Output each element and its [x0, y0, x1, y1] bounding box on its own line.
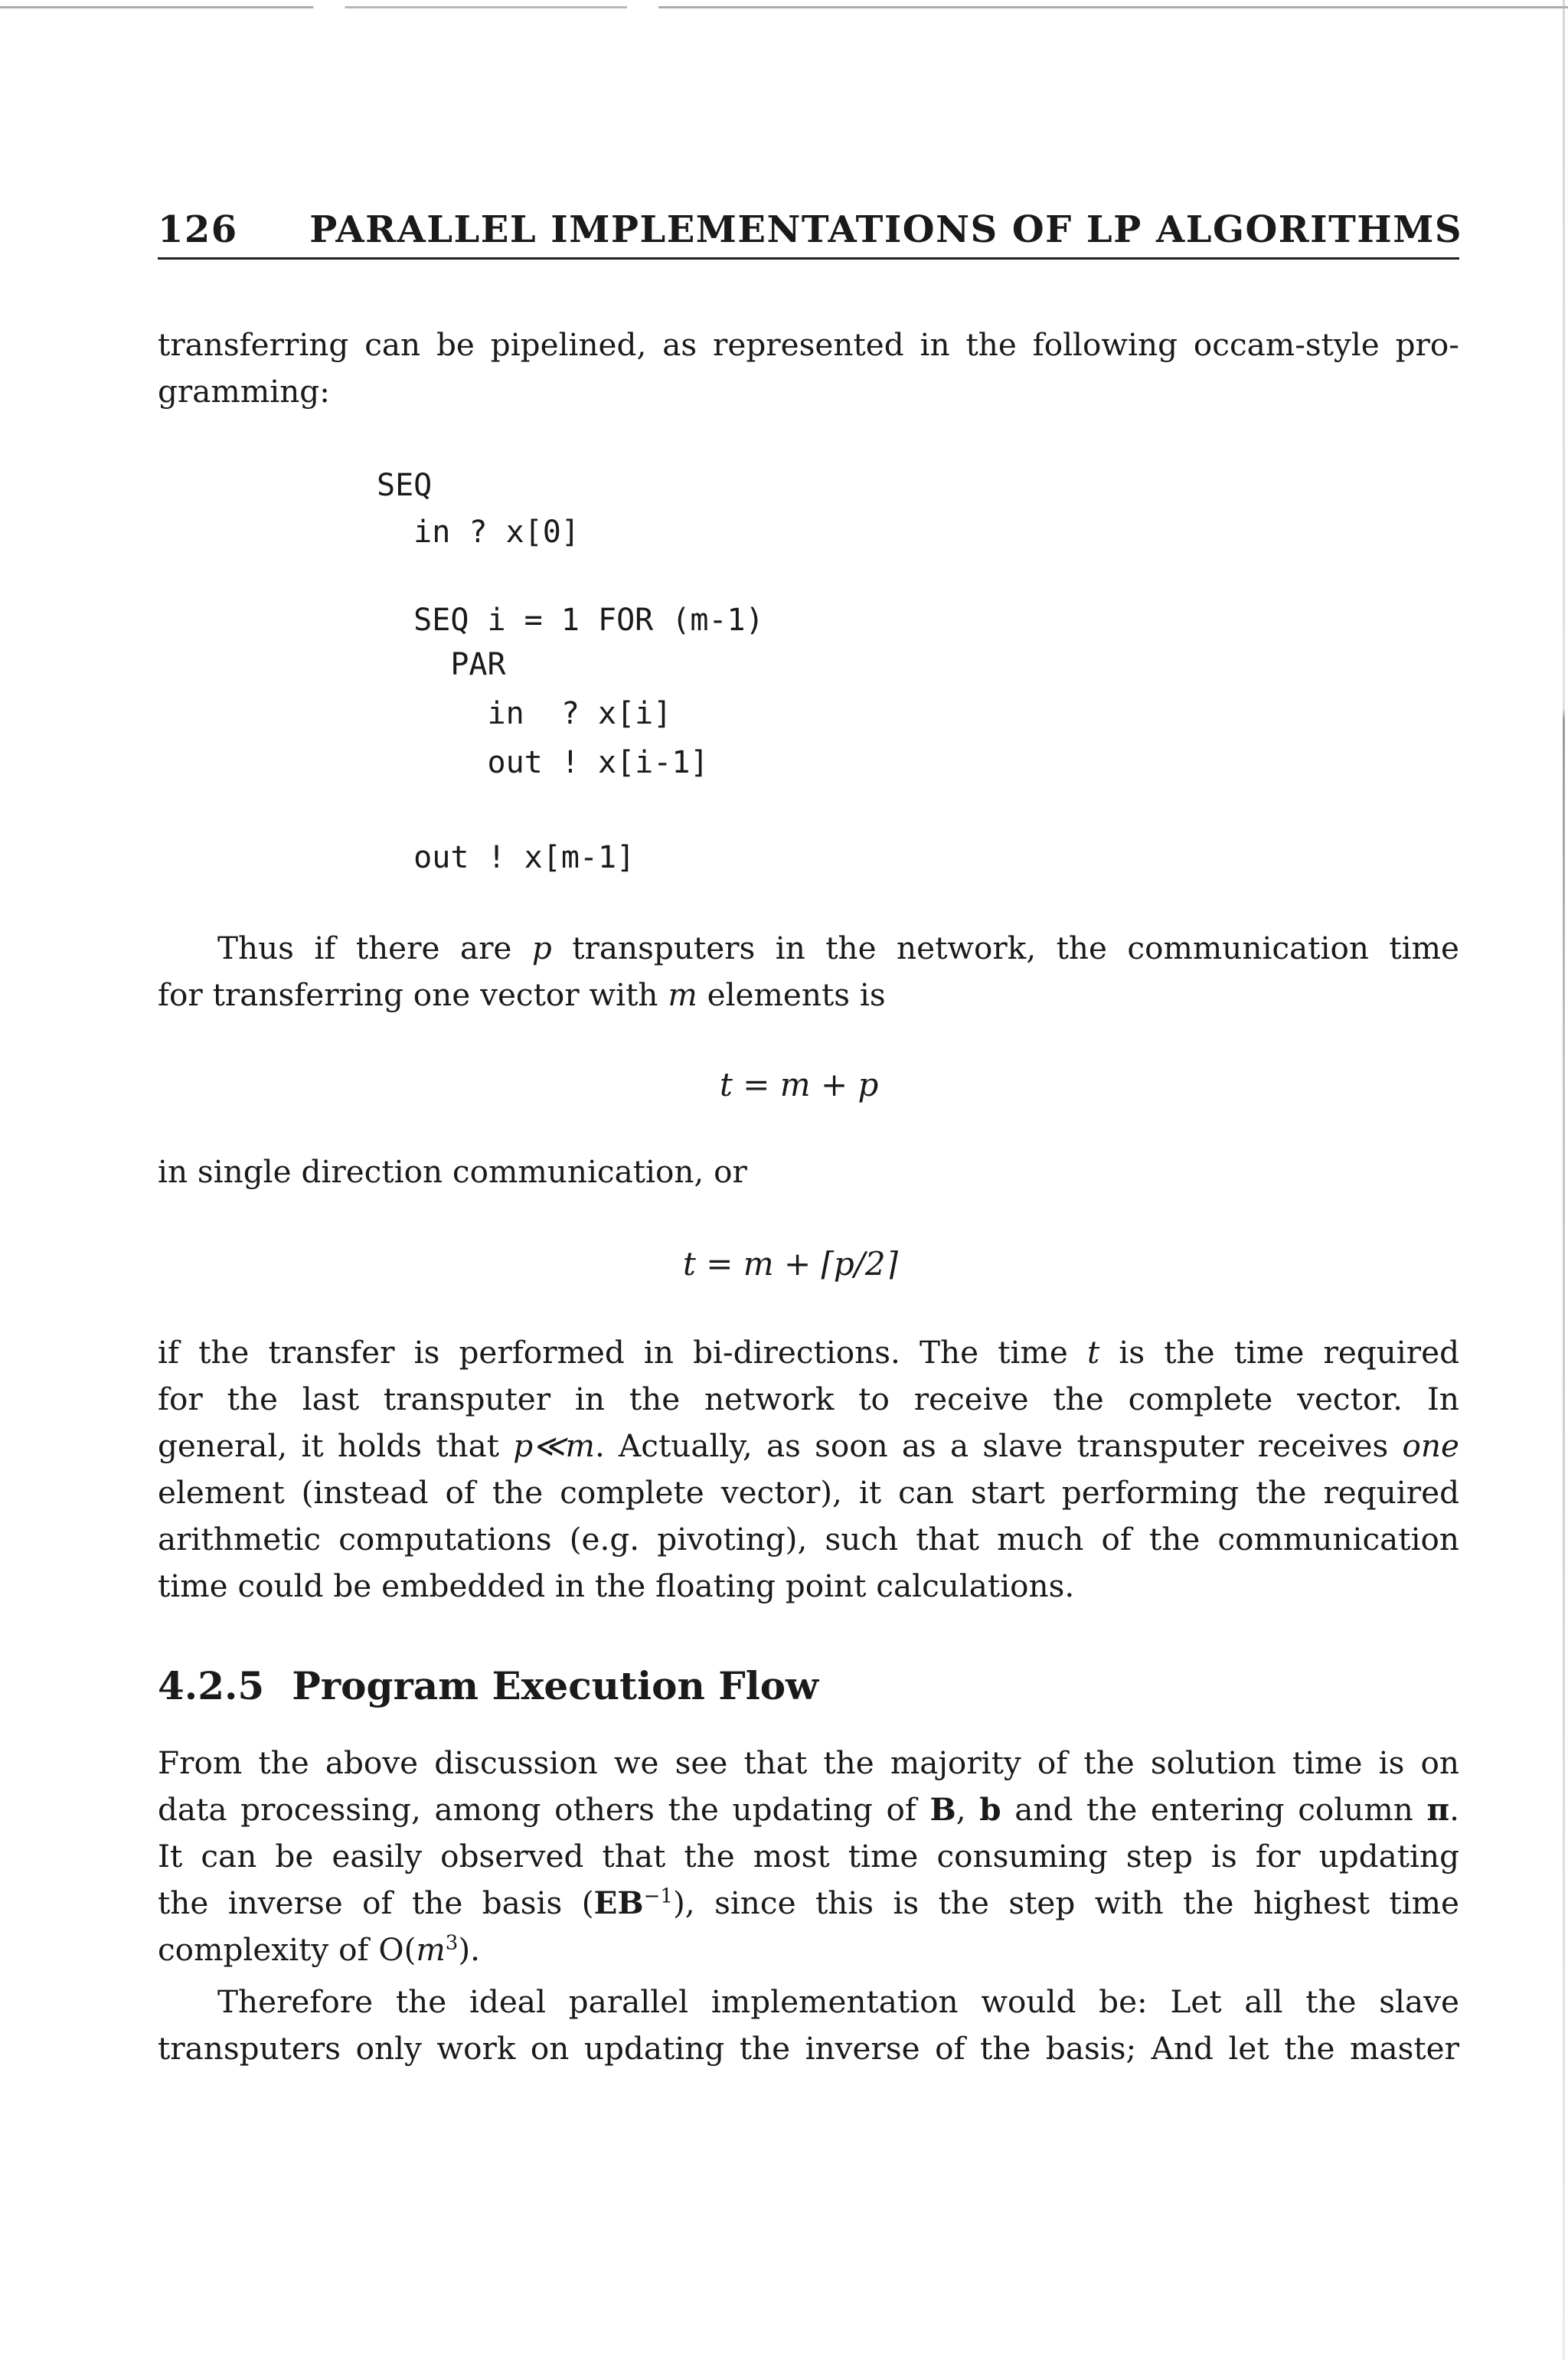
code-line-4: PAR — [377, 647, 506, 682]
flow-line-2 — [158, 1786, 1459, 1833]
section-heading — [158, 1663, 818, 1708]
text-span: and the entering column — [1001, 1791, 1427, 1828]
variable-t: t — [1086, 1334, 1100, 1371]
scan-top-edge — [0, 6, 1568, 8]
running-header — [158, 208, 1462, 260]
running-title: PARALLEL IMPLEMENTATIONS OF LP ALGORITHMS — [309, 208, 1462, 251]
code-line-1: SEQ — [377, 468, 433, 503]
thus-line-1 — [217, 925, 1459, 972]
transfer-line-5: arithmetic computations (e.g. pivoting), such that much of the communication — [158, 1521, 1459, 1558]
transfer-line-2: for the last transputer in the network to receive the complete vector. In — [158, 1381, 1459, 1417]
text-span: . — [1449, 1791, 1459, 1828]
code-line-5: in ? x[i] — [377, 696, 672, 731]
matrix-B: B — [929, 1791, 956, 1828]
flow-line-5 — [158, 1927, 480, 1973]
text-span: Thus if there are — [217, 930, 532, 966]
text-span: is the time required — [1099, 1334, 1460, 1371]
intro-line-1: transferring can be pipelined, as represented in the following occam-style pro- — [158, 326, 1459, 363]
superscript-cube: 3 — [445, 1931, 459, 1955]
paragraph-thus — [158, 925, 1459, 1025]
variable-m: m — [668, 976, 697, 1013]
superscript-inverse: −1 — [643, 1884, 673, 1908]
intro-paragraph — [158, 322, 1459, 421]
matrix-EB: EB — [593, 1884, 644, 1921]
single-direction-line: in single direction communication, or — [158, 1153, 747, 1190]
text-span: data processing, among others the updating of — [158, 1791, 930, 1828]
code-line-6: out ! x[i-1] — [377, 745, 709, 780]
equation-single-direction: t = m + p — [720, 1066, 879, 1103]
transfer-line-1 — [158, 1329, 1459, 1376]
flow-line-3: It can be easily observed that the most time consuming step is for updating — [158, 1838, 1459, 1875]
vector-b: b — [979, 1791, 1001, 1828]
paragraph-transfer — [158, 1329, 1459, 1613]
variable-m: m — [416, 1931, 446, 1968]
page-number: 126 — [158, 208, 238, 251]
section-number: 4.2.5 — [158, 1663, 265, 1708]
text-span: ). — [458, 1931, 481, 1968]
text-span: complexity of O( — [158, 1931, 416, 1968]
flow-line-4 — [158, 1880, 1459, 1927]
text-span: the inverse of the basis ( — [158, 1884, 594, 1921]
scan-right-edge — [1563, 0, 1565, 2360]
transfer-line-6: time could be embedded in the floating point calculations. — [158, 1567, 1075, 1604]
paragraph-execution-flow — [158, 1740, 1459, 1977]
therefore-line-1: Therefore the ideal parallel implementation would be: Let all the slave — [217, 1983, 1459, 2020]
text-span: . Actually, as soon as a slave transputer receives — [594, 1427, 1403, 1464]
text-span: if the transfer is performed in bi-directions. The time — [158, 1334, 1087, 1371]
transfer-line-4: element (instead of the complete vector), it can start performing the required — [158, 1474, 1459, 1511]
section-title: Program Execution Flow — [292, 1663, 819, 1708]
text-span: ), since this is the step with the highest time — [672, 1884, 1459, 1921]
variable-p: p — [531, 930, 552, 966]
text-span: for transferring one vector with — [158, 976, 668, 1013]
paragraph-therefore — [158, 1979, 1459, 2078]
equation-bi-direction: t = m + ⌈p/2⌉ — [683, 1245, 899, 1283]
intro-line-2: gramming: — [158, 373, 330, 410]
code-line-3: SEQ i = 1 FOR (m-1) — [377, 603, 764, 638]
text-span: , — [956, 1791, 980, 1828]
vector-pi: π — [1426, 1791, 1450, 1828]
flow-line-1: From the above discussion we see that the majority of the solution time is on — [158, 1744, 1459, 1781]
code-line-7: out ! x[m-1] — [377, 840, 635, 875]
text-span: general, it holds that — [158, 1427, 514, 1464]
therefore-line-2: transputers only work on updating the inverse of the basis; And let the master — [158, 2030, 1459, 2067]
text-span: elements is — [697, 976, 886, 1013]
code-line-2: in ? x[0] — [377, 515, 580, 550]
expression-p-much-less-m: p≪m — [513, 1427, 595, 1464]
thus-line-2 — [158, 972, 886, 1018]
transfer-line-3 — [158, 1423, 1459, 1469]
emphasis-one: one — [1402, 1427, 1459, 1464]
text-span: transputers in the network, the communication time — [551, 930, 1460, 966]
paragraph-single-direction — [158, 1149, 1459, 1195]
